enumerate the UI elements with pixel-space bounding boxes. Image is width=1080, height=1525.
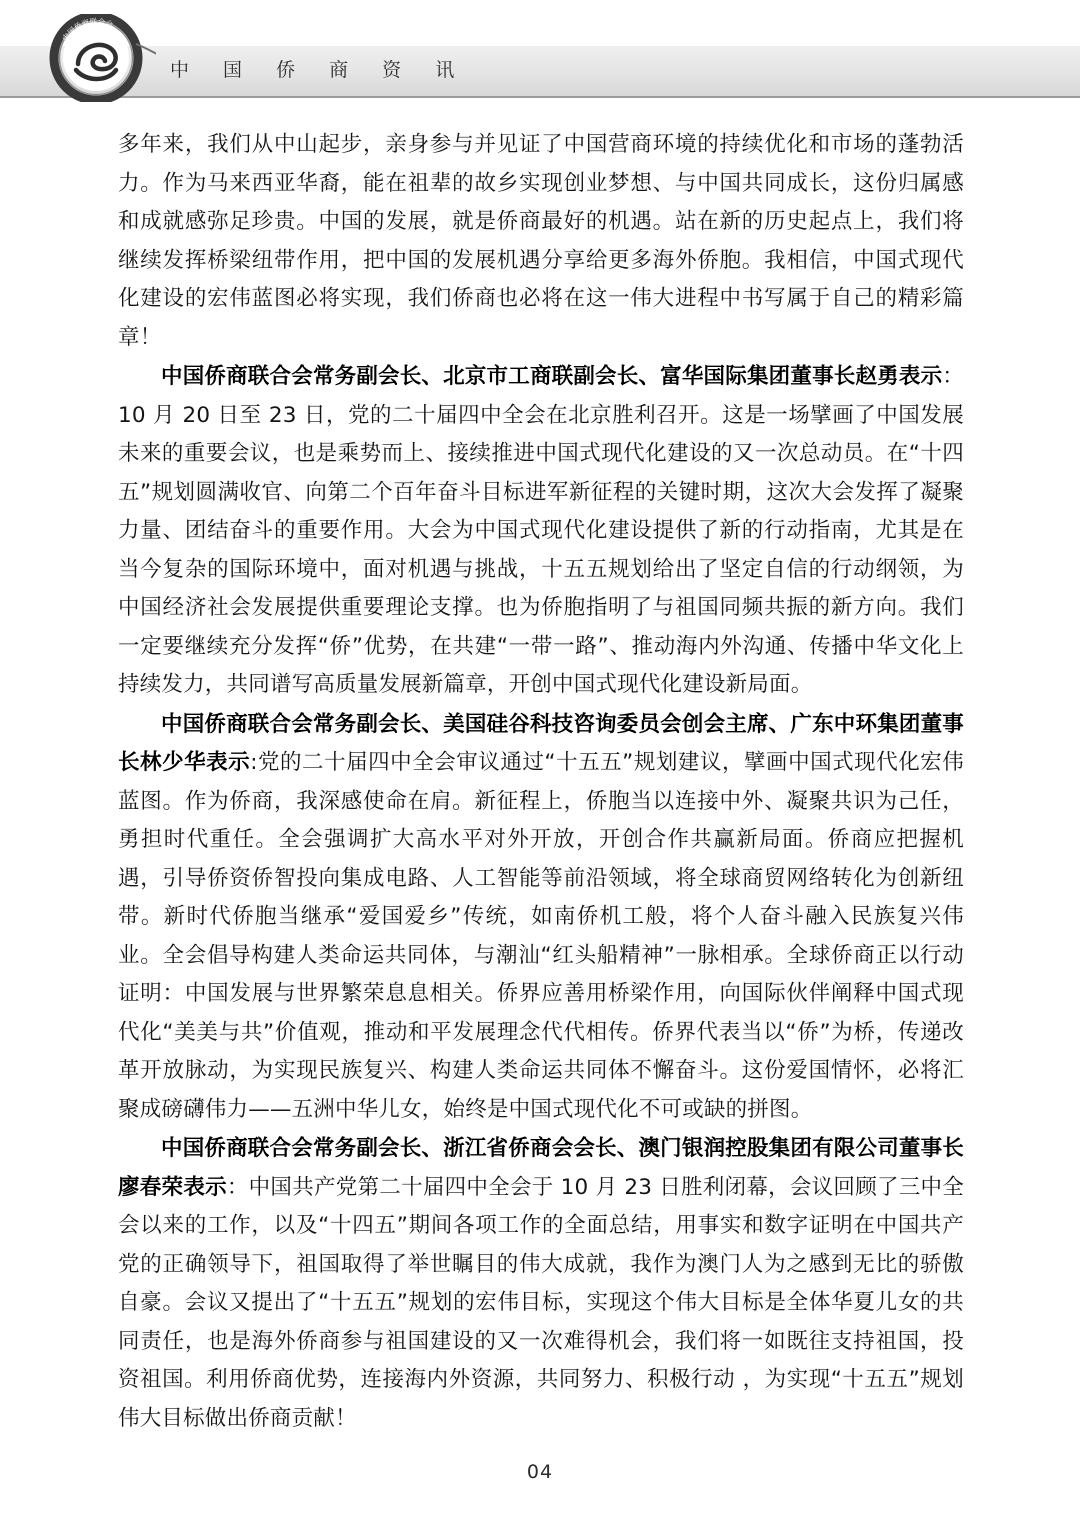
- page-header: [0, 0, 1080, 104]
- paragraph-lead: 中国侨商联合会常务副会长、浙江省侨商会会长、澳门银润控股集团有限公司董事长廖春荣表示: [118, 1136, 964, 1200]
- paragraph: [118, 126, 964, 357]
- paragraph-lead: 中国侨商联合会常务副会长、美国硅谷科技咨询委员会创会主席、广东中环集团董事长林少华表示: [118, 711, 964, 775]
- svg-text:中国侨商联合会: 中国侨商联合会: [60, 16, 115, 43]
- paragraph-text: ：中国共产党第二十届四中全会于 10 月 23 日胜利闭幕，会议回顾了三中全会以来的工作，以及“十四五”期间各项工作的全面总结，用事实和数字证明在中国共产党的正确领导下，祖国取得了举世瞩目的伟大成就，我作为澳门人为之感到无比的骄傲自豪。会议又提出了“十五五”规划的宏伟目标，实现这个伟大目标是全体华夏儿女的共同责任，也是海外侨商参与祖国建设的又一次难得机会，我们将一如既往支持祖国，投资祖国。利用侨商优势，连接海内外资源，共同努力、积极行动 ，为实现“十五五”规划伟大目标做出侨商贡献！: [118, 1174, 964, 1431]
- federation-logo-icon: [40, 14, 156, 102]
- paragraph-text: 多年来，我们从中山起步，亲身参与并见证了中国营商环境的持续优化和市场的蓬勃活力。作为马来西亚华裔，能在祖辈的故乡实现创业梦想、与中国共同成长，这份归属感和成就感弥足珍贵。中国的发展，就是侨商最好的机遇。站在新的历史起点上，我们将继续发挥桥梁纽带作用，把中国的发展机遇分享给更多海外侨胞。我相信，中国式现代化建设的宏伟蓝图必将实现，我们侨商也必将在这一伟大进程中书写属于自己的精彩篇章！: [118, 132, 964, 350]
- paragraph-text: ：10 月 20 日至 23 日，党的二十届四中全会在北京胜利召开。这是一场擘画了中国发展未来的重要会议，也是乘势而上、接续推进中国式现代化建设的又一次总动员。在“十四五”规划圆满收官、向第二个百年奋斗目标进军新征程的关键时期，这次大会发挥了凝聚力量、团结奋斗的重要作用。大会为中国式现代化建设提供了新的行动指南，尤其是在当今复杂的国际环境中，面对机遇与挑战，十五五规划给出了坚定自信的行动纲领，为中国经济社会发展提供重要理论支撑。也为侨胞指明了与祖国同频共振的新方向。我们一定要继续充分发挥“侨”优势，在共建“一带一路”、推动海内外沟通、传播中华文化上持续发力，共同谱写高质量发展新篇章，开创中国式现代化建设新局面。: [118, 364, 964, 697]
- paragraph: [118, 706, 964, 1130]
- header-rule: [0, 96, 1080, 98]
- paragraph-lead: 中国侨商联合会常务副会长、北京市工商联副会长、富华国际集团董事长赵勇表示: [161, 364, 943, 389]
- article-body: [118, 126, 964, 1439]
- publication-title: 中 国 侨 商 资 讯: [170, 59, 469, 81]
- page-number: 04: [526, 1461, 554, 1483]
- paragraph-text: :党的二十届四中全会审议通过“十五五”规划建议，擘画中国式现代化宏伟蓝图。作为侨商，我深感使命在肩。新征程上，侨胞当以连接中外、凝聚共识为己任，勇担时代重任。全会强调扩大高水平对外开放，开创合作共赢新局面。侨商应把握机遇，引导侨资侨智投向集成电路、人工智能等前沿领域，将全球商贸网络转化为创新纽带。新时代侨胞当继承“爱国爱乡”传统，如南侨机工般，将个人奋斗融入民族复兴伟业。全会倡导构建人类命运共同体，与潮汕“红头船精神”一脉相承。全球侨商正以行动证明：中国发展与世界繁荣息息相关。侨界应善用桥梁作用，向国际伙伴阐释中国式现代化“美美与共”价值观，推动和平发展理念代代相传。侨界代表当以“侨”为桥，传递改革开放脉动，为实现民族复兴、构建人类命运共同体不懈奋斗。这份爱国情怀，必将汇聚成磅礴伟力——五洲中华儿女，始终是中国式现代化不可或缺的拼图。: [118, 750, 965, 1122]
- paragraph: [118, 358, 964, 705]
- paragraph: [118, 1130, 964, 1438]
- header-band: [0, 46, 1080, 96]
